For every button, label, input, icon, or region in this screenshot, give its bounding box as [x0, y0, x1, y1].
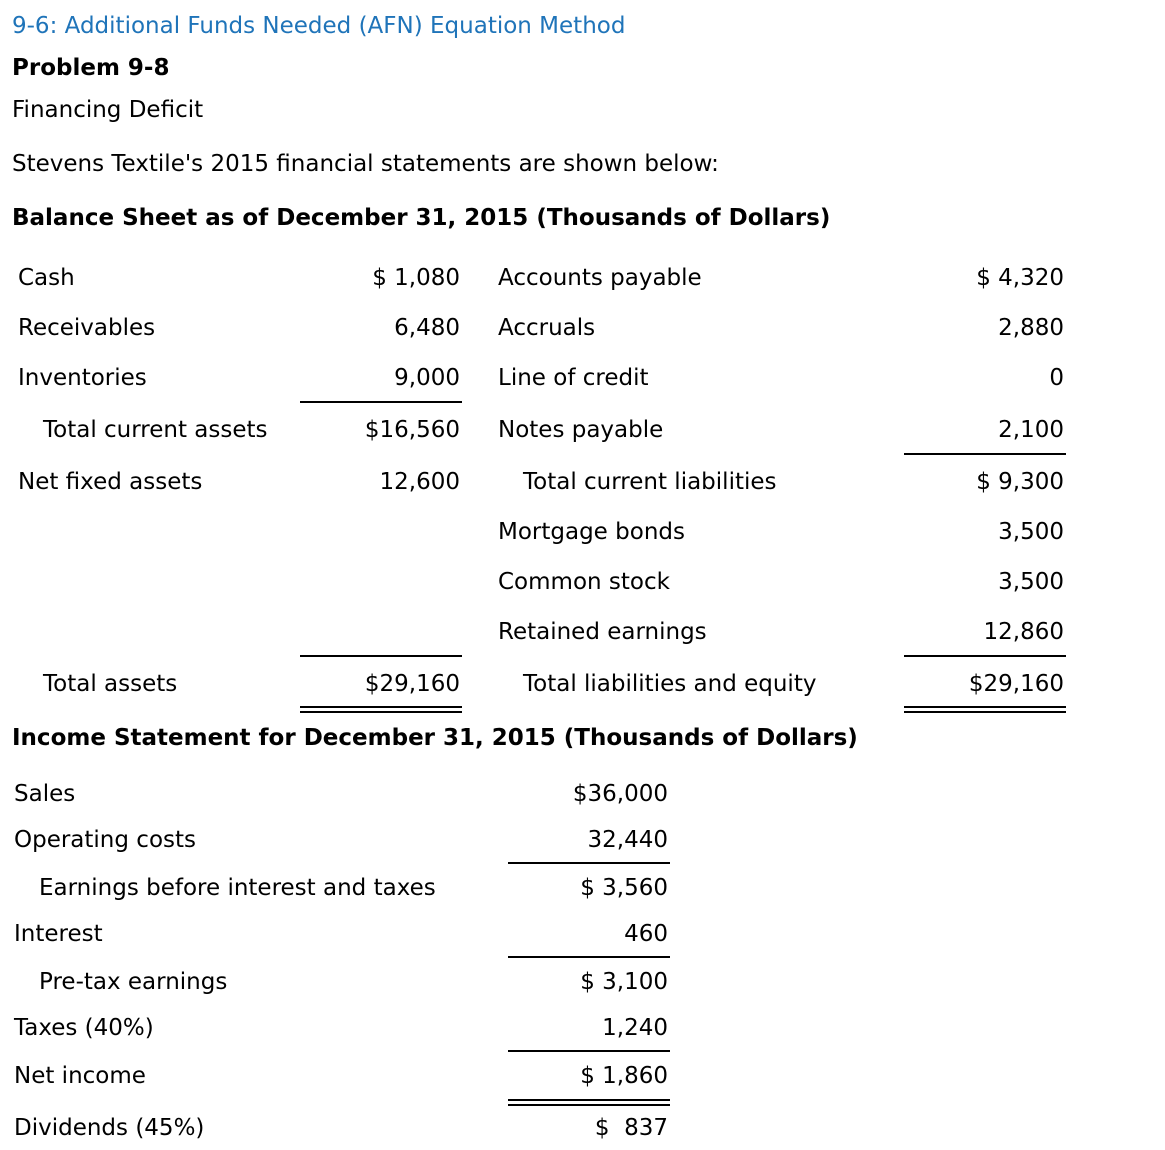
income-value: 460 — [624, 921, 668, 947]
liability-label: Line of credit — [498, 365, 649, 391]
liability-value: $ 4,320 — [976, 265, 1064, 291]
liability-value: 12,860 — [983, 619, 1064, 645]
asset-label: Cash — [18, 265, 75, 291]
intro-text: Stevens Textile's 2015 financial statements are shown below: — [12, 151, 719, 177]
income-value: 1,240 — [602, 1015, 668, 1041]
asset-label: Inventories — [18, 365, 147, 391]
liability-label: Common stock — [498, 569, 670, 595]
income-label: Net income — [14, 1063, 146, 1089]
liability-label: Retained earnings — [498, 619, 707, 645]
problem-title: Problem 9-8 — [12, 55, 170, 81]
income-value: $ 3,560 — [580, 875, 668, 901]
asset-value: $ 1,080 — [372, 265, 460, 291]
income-value: $ 1,860 — [580, 1063, 668, 1089]
liability-label: Accounts payable — [498, 265, 702, 291]
subtotal-rule — [904, 453, 1066, 455]
income-value: 32,440 — [587, 827, 668, 853]
income-value: $ 3,100 — [580, 969, 668, 995]
liability-value: 2,100 — [998, 417, 1064, 443]
liability-label: Total current liabilities — [523, 469, 777, 495]
subtotal-rule — [508, 956, 670, 958]
income-label: Taxes (40%) — [14, 1015, 154, 1041]
liability-label: Accruals — [498, 315, 596, 341]
total-double-rule — [904, 706, 1066, 713]
asset-value: 6,480 — [394, 315, 460, 341]
balance-sheet-title: Balance Sheet as of December 31, 2015 (Thousands of Dollars) — [12, 205, 831, 231]
income-value: $36,000 — [572, 781, 668, 807]
income-label: Earnings before interest and taxes — [39, 875, 436, 901]
asset-total-label: Total assets — [43, 671, 178, 697]
asset-value: 9,000 — [394, 365, 460, 391]
liability-total-label: Total liabilities and equity — [523, 671, 817, 697]
liability-value: 3,500 — [998, 569, 1064, 595]
subtotal-rule — [300, 401, 462, 403]
income-value: $ 837 — [594, 1115, 668, 1141]
income-label: Interest — [14, 921, 103, 947]
income-label: Pre-tax earnings — [39, 969, 228, 995]
total-double-rule — [508, 1099, 670, 1106]
asset-value: $16,560 — [364, 417, 460, 443]
problem-subtitle: Financing Deficit — [12, 97, 204, 123]
asset-total-value: $29,160 — [364, 671, 460, 697]
subtotal-rule — [508, 862, 670, 864]
subtotal-rule — [300, 655, 462, 657]
asset-label: Net fixed assets — [18, 469, 203, 495]
liability-label: Notes payable — [498, 417, 664, 443]
asset-value: 12,600 — [379, 469, 460, 495]
liability-total-value: $29,160 — [968, 671, 1064, 697]
income-statement-title: Income Statement for December 31, 2015 (Thousands of Dollars) — [12, 725, 858, 751]
income-label: Sales — [14, 781, 76, 807]
asset-label: Total current assets — [43, 417, 268, 443]
subtotal-rule — [904, 655, 1066, 657]
total-double-rule — [300, 706, 462, 713]
liability-label: Mortgage bonds — [498, 519, 685, 545]
income-label: Dividends (45%) — [14, 1115, 205, 1141]
asset-label: Receivables — [18, 315, 156, 341]
liability-value: 2,880 — [998, 315, 1064, 341]
income-label: Operating costs — [14, 827, 197, 853]
liability-value: $ 9,300 — [976, 469, 1064, 495]
liability-value: 0 — [1049, 365, 1064, 391]
subtotal-rule — [508, 1050, 670, 1052]
liability-value: 3,500 — [998, 519, 1064, 545]
section-link[interactable]: 9-6: Additional Funds Needed (AFN) Equation Method — [12, 13, 626, 39]
